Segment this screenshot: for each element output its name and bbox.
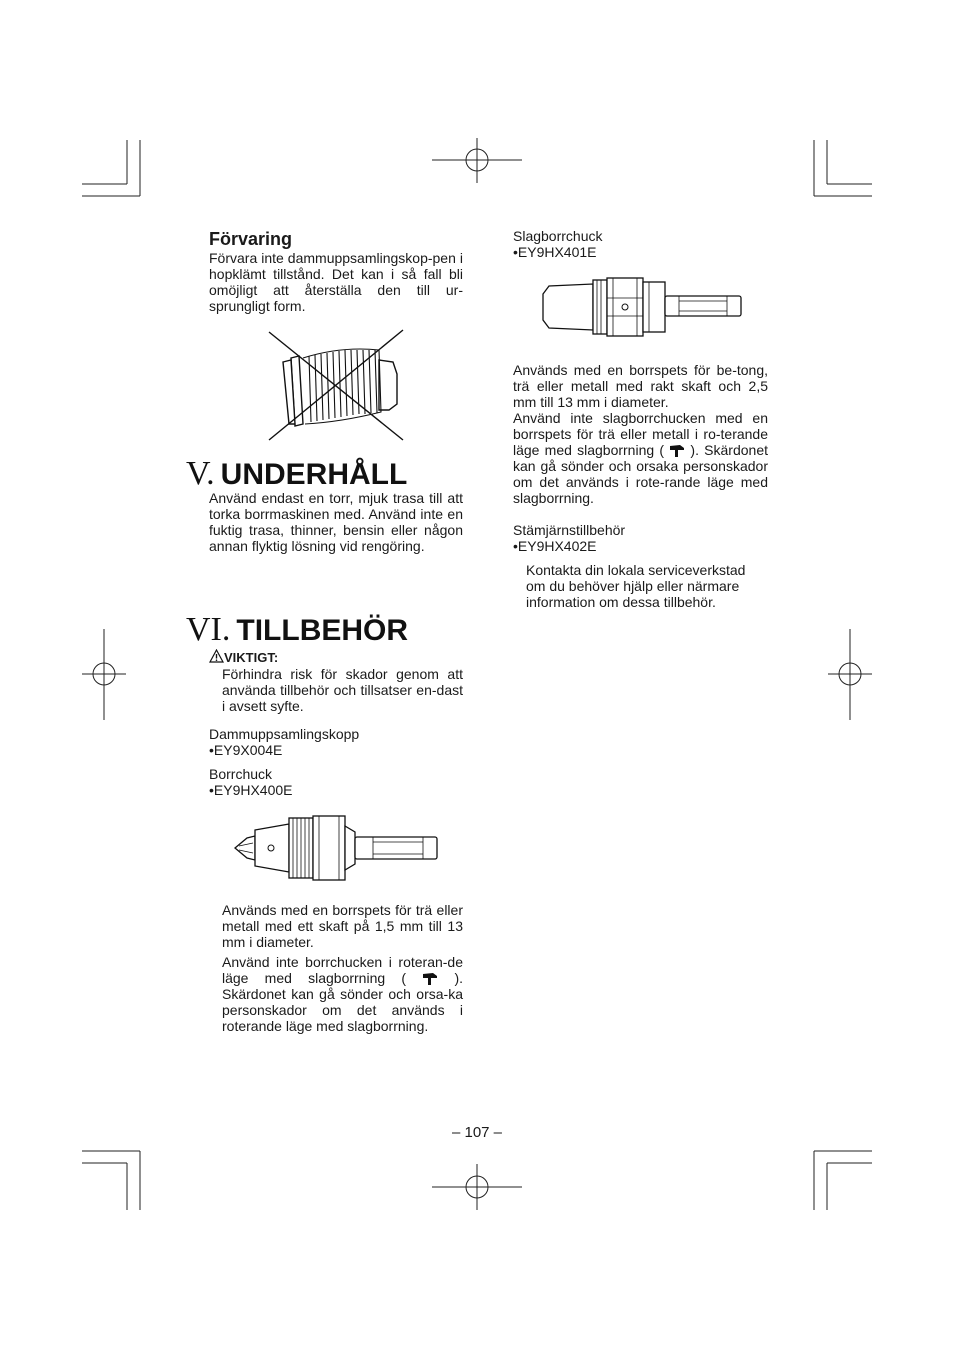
accessories-chapter-heading	[186, 612, 408, 649]
warning-triangle-icon	[209, 649, 224, 663]
chapter-numeral: V.	[186, 455, 215, 492]
chisel-code: •EY9HX402E	[513, 538, 597, 554]
hammer-chuck-text1: Används med en borrspets för be-tong, trä eller metall med rakt skaft och 2,5 mm till 13 mm i diameter.	[513, 362, 768, 410]
chapter-numeral: VI.	[186, 611, 231, 648]
hammer-chuck-code: •EY9HX401E	[513, 244, 597, 260]
left-column	[209, 228, 463, 444]
maintenance-chapter-heading	[186, 456, 407, 493]
warning-text: Förhindra risk för skador genom att använda tillbehör och tillsatser en-dast i avsett syfte.	[222, 666, 463, 714]
warning-block	[209, 649, 463, 714]
chapter-title: TILLBEHÖR	[236, 614, 409, 647]
dust-cup-code: •EY9X004E	[209, 742, 283, 758]
maintenance-section	[209, 490, 463, 554]
chisel-text: Kontakta din lokala serviceverkstad om du behöver hjälp eller närmare information om dessa tillbehör.	[526, 562, 746, 610]
warning-label: VIKTIGT:	[224, 650, 279, 665]
hammer-chuck-text2	[513, 410, 768, 506]
hammer-icon	[669, 444, 685, 458]
drill-chuck-text2-end: ). Skärdonet kan gå sönder och orsa-ka personskador om det används i roterande läge med slagborrning.	[222, 970, 463, 1034]
page-number: – 107 –	[451, 1124, 503, 1141]
drill-chuck-text2-start: Använd inte borrchucken i roteran-de läge med slagborrning (	[222, 954, 463, 986]
right-column	[513, 228, 768, 610]
hammer-chuck-name: Slagborrchuck	[513, 228, 603, 244]
accessories-section	[209, 649, 463, 1034]
maintenance-text: Använd endast en torr, mjuk trasa till att torka borrmaskinen med. Använd inte en fuktig trasa, thinner, bensin eller någon annan flyktig lösning vid rengöring.	[209, 490, 463, 554]
drill-chuck-code: •EY9HX400E	[209, 782, 293, 798]
hammer-chuck-text2-end: ). Skärdonet kan gå sönder och orsaka personskador om det används i rote-rande läge med slagborrning.	[513, 442, 768, 506]
hammer-chuck-figure	[539, 274, 745, 340]
dust-cup-name: Dammuppsamlingskopp	[209, 726, 360, 742]
hammer-icon	[422, 972, 438, 986]
drill-chuck-name: Borrchuck	[209, 766, 273, 782]
chisel-name: Stämjärnstillbehör	[513, 522, 626, 538]
hammer-chuck-text2-start: Använd inte slagborrchucken med en borrspets för trä eller metall i ro-terande läge med slagborrning (	[513, 410, 768, 458]
dust-cup-compressed-figure	[261, 328, 411, 444]
drill-chuck-figure	[233, 812, 439, 884]
storage-text: Förvara inte dammuppsamlingskop-pen i hopklämt tillstånd. Det kan i så fall bli omöjligt att återställa den till ur-sprungligt form.	[209, 250, 463, 314]
chapter-title: UNDERHÅLL	[220, 458, 408, 491]
hammer-chuck-description	[513, 362, 768, 506]
drill-chuck-description	[209, 902, 463, 1034]
drill-chuck-text1: Används med en borrspets för trä eller metall med ett skaft på 1,5 mm till 13 mm i diameter.	[222, 902, 463, 950]
storage-heading: Förvaring	[209, 229, 293, 249]
drill-chuck-text2	[222, 954, 463, 1034]
